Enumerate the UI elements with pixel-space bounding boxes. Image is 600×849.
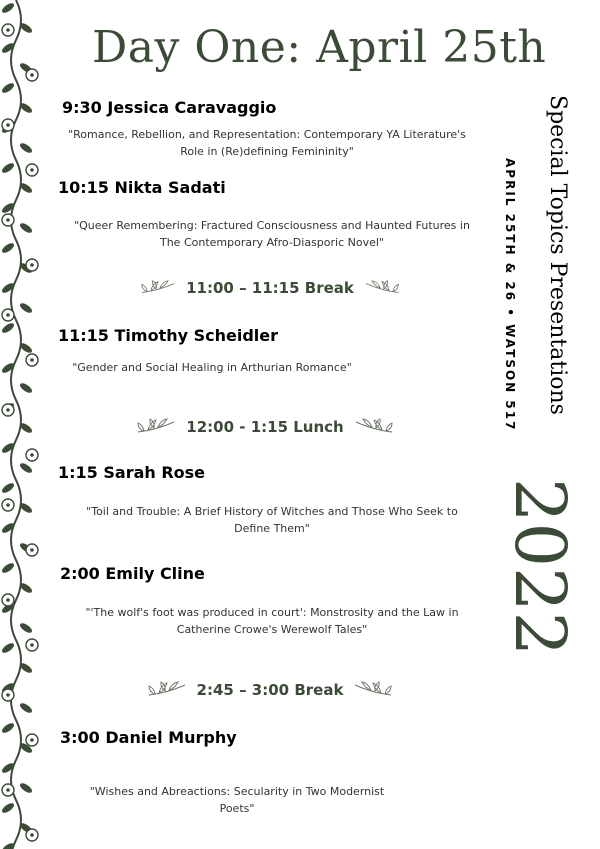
schedule-speaker-3: 11:15 Timothy Scheidler [58, 326, 279, 345]
leaf-sprig-icon [147, 679, 187, 701]
leaf-sprig-icon [140, 277, 176, 299]
side-title: Special Topics Presentations [545, 95, 570, 415]
leaf-sprig-icon [364, 277, 400, 299]
break-row-2 [135, 416, 395, 438]
schedule-speaker-4: 1:15 Sarah Rose [58, 463, 206, 482]
leaf-sprig-icon [136, 416, 176, 438]
break-label-1: 11:00 – 11:15 Break [186, 279, 354, 297]
break-label-2: 12:00 - 1:15 Lunch [186, 418, 344, 436]
year-label: 2022 [499, 478, 581, 657]
schedule-talk-2: "Queer Remembering: Fractured Consciousness and Haunted Futures in The Contemporary Afro-Diasporic Novel" [74, 219, 470, 249]
schedule-speaker-2: 10:15 Nikta Sadati [58, 178, 226, 197]
leaf-sprig-icon [353, 679, 393, 701]
break-label-3: 2:45 – 3:00 Break [196, 681, 344, 699]
schedule-speaker-1: 9:30 Jessica Caravaggio [62, 98, 277, 117]
schedule-speaker-6: 3:00 Daniel Murphy [60, 728, 237, 747]
break-row-1 [140, 277, 400, 299]
leaf-sprig-icon [354, 416, 394, 438]
schedule-talk-3: "Gender and Social Healing in Arthurian Romance" [72, 361, 352, 374]
vine-border [0, 0, 44, 849]
schedule-talk-6: "Wishes and Abreactions: Secularity in Two Modernist Poets" [89, 785, 385, 815]
schedule-talk-5: "'The wolf's foot was produced in court': Monstrosity and the Law in Catherine Crowe's Werewolf Tales" [85, 606, 459, 636]
break-row-3 [140, 679, 400, 701]
schedule-talk-4: "Toil and Trouble: A Brief History of Witches and Those Who Seek to Define Them" [86, 505, 458, 535]
schedule-speaker-5: 2:00 Emily Cline [60, 564, 205, 583]
schedule-talk-1: "Romance, Rebellion, and Representation: Contemporary YA Literature's Role in (Re)defining Femininity" [68, 128, 466, 158]
side-subtitle: APRIL 25TH & 26 • WATSON 517 [503, 158, 517, 432]
page-title: Day One: April 25th [92, 22, 547, 73]
